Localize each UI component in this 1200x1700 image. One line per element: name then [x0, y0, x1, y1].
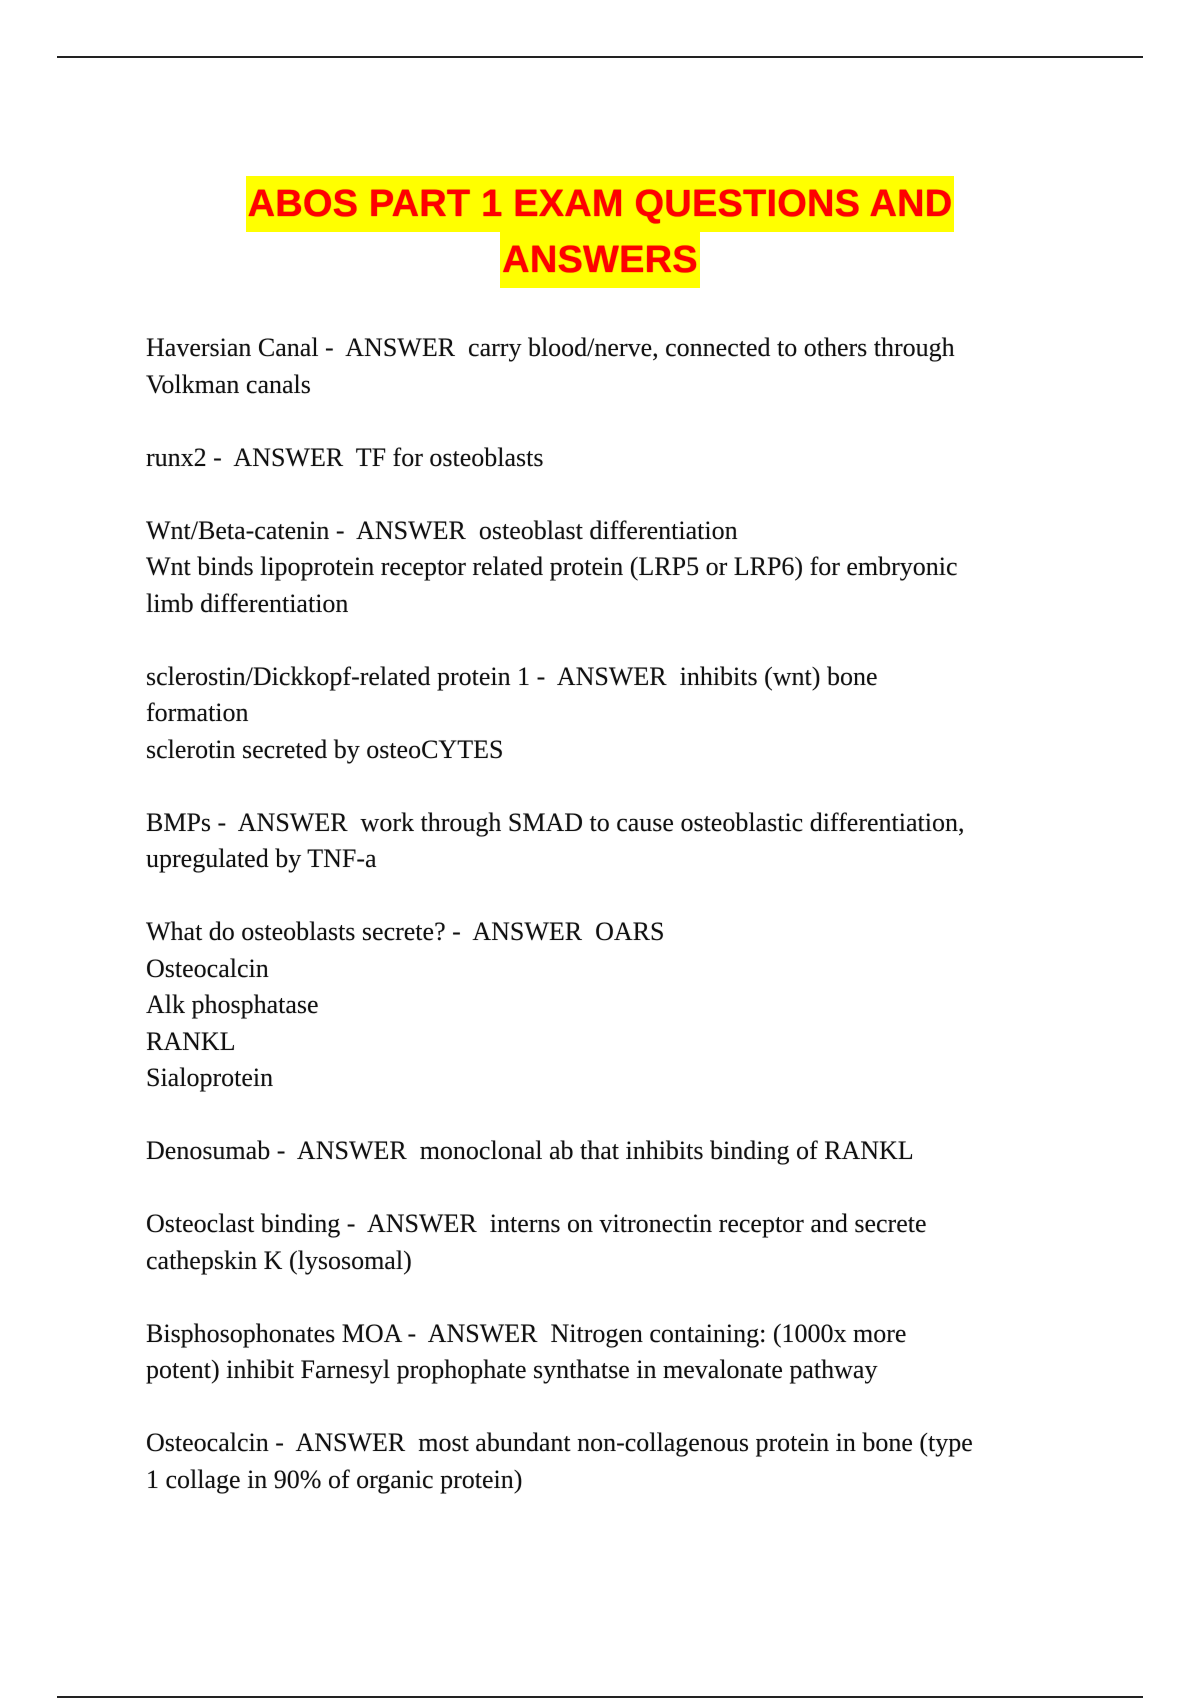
qa-entry — [146, 440, 1066, 477]
answer-text: most abundant non-collagenous protein in bone (type — [418, 1428, 973, 1457]
answer-text: monoclonal ab that inhibits binding of RANKL — [419, 1136, 914, 1165]
answer-text: Osteocalcin — [146, 953, 269, 983]
answer-continuation-line — [146, 1352, 1066, 1389]
answer-continuation-line — [146, 367, 1066, 404]
answer-continuation-line — [146, 1060, 1066, 1097]
qa-first-line — [146, 440, 1066, 477]
question-term: Osteoclast binding — [146, 1209, 341, 1238]
bottom-rule — [57, 1696, 1143, 1698]
question-term: What do osteoblasts secrete? — [146, 917, 446, 946]
question-term: Wnt/Beta-catenin — [146, 515, 330, 545]
question-term: sclerostin/Dickkopf-related protein 1 — [146, 661, 531, 691]
top-rule — [57, 56, 1143, 58]
answer-text: sclerotin secreted by osteoCYTES — [146, 734, 504, 764]
answer-continuation-line — [146, 841, 1066, 878]
answer-text: TF for osteoblasts — [355, 442, 544, 472]
question-term: Denosumab — [146, 1136, 271, 1165]
answer-text: limb differentiation — [146, 588, 349, 618]
answer-text: work through SMAD to cause osteoblastic differentiation, — [360, 807, 965, 837]
answer-continuation-line — [146, 1462, 1066, 1499]
qa-first-line — [146, 1206, 1066, 1243]
answer-text: potent) inhibit Farnesyl prophophate synthatse in mevalonate pathway — [146, 1355, 878, 1384]
answer-separator: - ANSWER — [211, 807, 361, 837]
question-term: Haversian Canal — [146, 333, 319, 362]
answer-separator: - ANSWER — [400, 1318, 551, 1348]
answer-separator: - ANSWER — [318, 333, 469, 362]
qa-entry — [146, 513, 1066, 623]
qa-entry — [146, 1425, 1066, 1498]
qa-entry — [146, 330, 1066, 403]
answer-text: interns on vitronectin receptor and secrete — [489, 1209, 927, 1238]
answer-text: Alk phosphatase — [146, 990, 319, 1019]
question-term: BMPs — [146, 807, 212, 837]
answer-separator: - ANSWER — [270, 1136, 420, 1165]
qa-first-line — [146, 1425, 1066, 1462]
qa-first-line — [146, 805, 1066, 842]
answer-separator: - ANSWER — [206, 442, 356, 472]
qa-first-line — [146, 659, 1066, 696]
answer-continuation-line — [146, 695, 1066, 732]
qa-list — [146, 330, 1066, 1535]
qa-first-line — [146, 1133, 1066, 1170]
answer-separator: - ANSWER — [268, 1428, 419, 1457]
answer-text: OARS — [595, 917, 665, 946]
answer-continuation-line — [146, 987, 1066, 1024]
answer-separator: - ANSWER — [340, 1209, 490, 1238]
answer-text: RANKL — [146, 1026, 236, 1056]
answer-continuation-line — [146, 1243, 1066, 1280]
answer-text: upregulated by TNF-a — [146, 844, 377, 873]
answer-text: Nitrogen containing: (1000x more — [550, 1318, 907, 1348]
answer-text: Volkman canals — [146, 369, 311, 399]
answer-text: cathepskin K (lysosomal) — [146, 1245, 412, 1275]
qa-entry — [146, 1206, 1066, 1279]
answer-continuation-line — [146, 951, 1066, 988]
question-term: runx2 — [146, 442, 207, 472]
answer-continuation-line — [146, 586, 1066, 623]
title-line-2: ANSWERS — [500, 232, 700, 288]
document-title — [0, 176, 1200, 288]
answer-separator: - ANSWER — [530, 661, 680, 691]
qa-first-line — [146, 513, 1066, 550]
answer-text: carry blood/nerve, connected to others through — [468, 333, 955, 362]
answer-text: osteoblast differentiation — [478, 515, 738, 545]
answer-text: 1 collage in 90% of organic protein) — [146, 1464, 523, 1494]
answer-continuation-line — [146, 549, 1066, 586]
qa-first-line — [146, 1316, 1066, 1353]
answer-text: Sialoprotein — [146, 1063, 274, 1092]
qa-entry — [146, 1133, 1066, 1170]
answer-continuation-line — [146, 732, 1066, 769]
question-term: Osteocalcin — [146, 1428, 269, 1457]
answer-separator: - ANSWER — [329, 515, 479, 545]
qa-entry — [146, 659, 1066, 769]
qa-entry — [146, 805, 1066, 878]
answer-text: Wnt binds lipoprotein receptor related protein (LRP5 or LRP6) for embryonic — [146, 552, 958, 581]
qa-first-line — [146, 914, 1066, 951]
answer-text: formation — [146, 698, 249, 727]
answer-continuation-line — [146, 1024, 1066, 1061]
qa-entry — [146, 914, 1066, 1097]
answer-separator: - ANSWER — [445, 917, 596, 946]
qa-entry — [146, 1316, 1066, 1389]
answer-text: inhibits (wnt) bone — [679, 661, 878, 691]
question-term: Bisphosophonates MOA — [146, 1318, 401, 1348]
title-line-1: ABOS PART 1 EXAM QUESTIONS AND — [246, 176, 955, 232]
qa-first-line — [146, 330, 1066, 367]
